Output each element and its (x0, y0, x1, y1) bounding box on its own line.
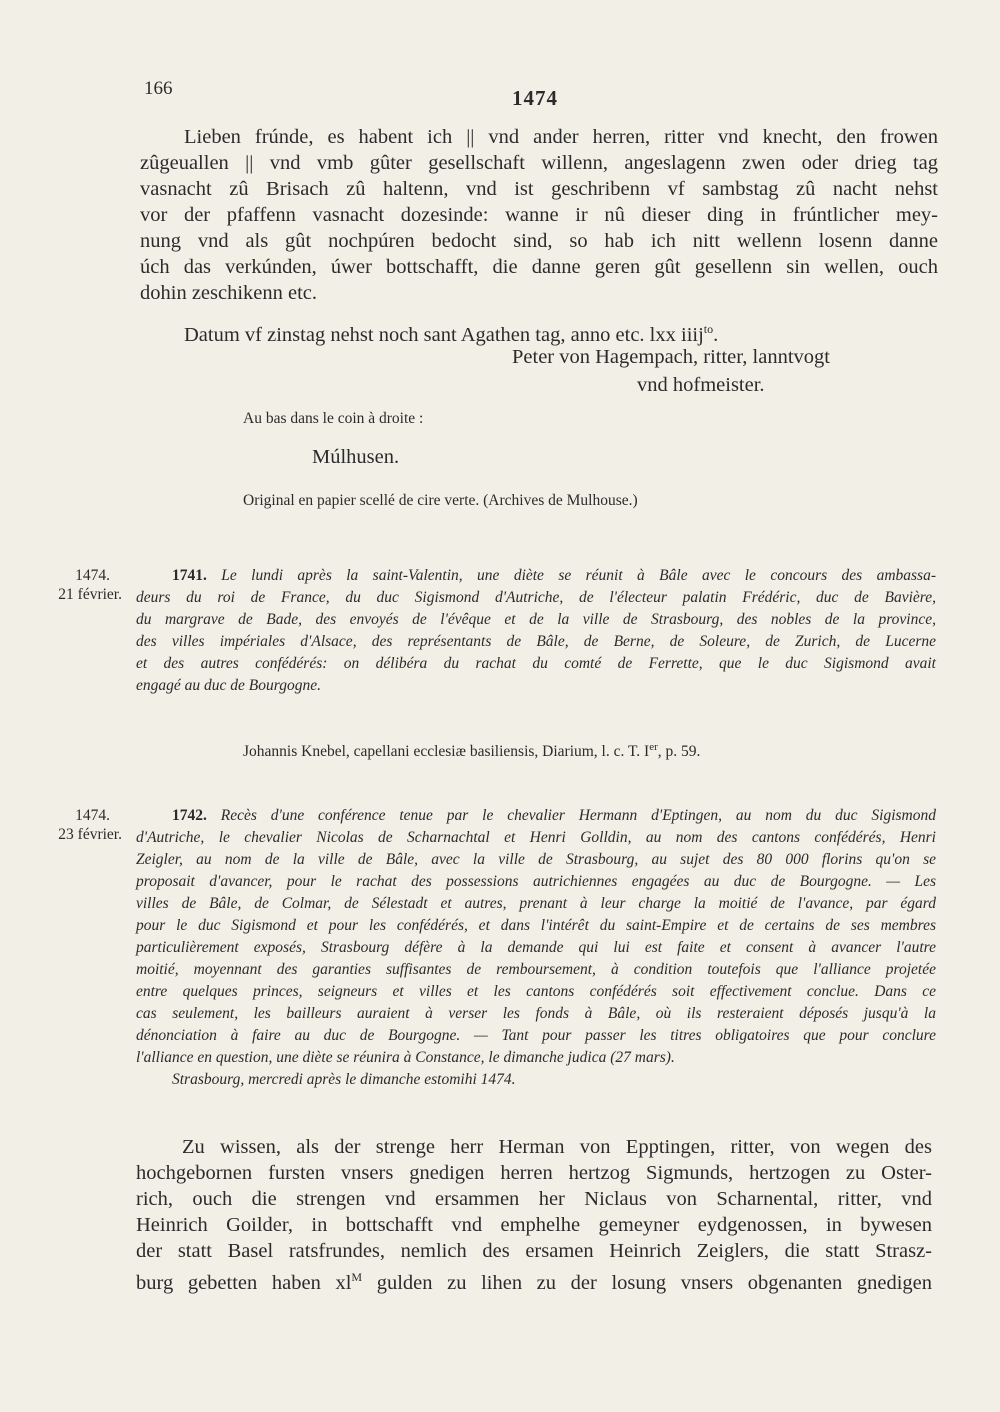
letter-line: vor der pfaffenn vasnacht dozesinde: wanne ir nû dieser ding in frúntlicher mey- (140, 204, 938, 226)
letter-line: zûgeuallen || vnd vmb gûter gesellschaft willenn, angeslagenn zwen oder drieg tag (140, 152, 938, 174)
datum-end: . (713, 323, 719, 346)
text-line: Heinrich Goilder, in bottschafft vnd emphelhe gemeyner eydgenossen, in bywesen (136, 1214, 932, 1236)
summary-line: 1742. Recès d'une conférence tenue par le chevalier Hermann d'Eptingen, au nom du duc Sigismond (172, 807, 937, 824)
text-line: Zu wissen, als der strenge herr Herman von Epptingen, ritter, von wegen des (182, 1136, 932, 1158)
address: Múlhusen. (312, 446, 400, 468)
summary-line: moitié, moyennant des garanties suffisantes de remboursement, à condition toutefois que l'alliance projetée (136, 961, 936, 978)
summary-line: proposait d'avancer, pour le rachat des possessions autrichiennes engagées au duc de Bourgogne. — Les (136, 873, 936, 890)
entry-number: 1741. (172, 567, 207, 584)
source-note: Original en papier scellé de cire verte. (Archives de Mulhouse.) (243, 492, 638, 509)
summary-line: et des autres confédérés: on délibéra du rachat du comté de Ferrette, que le duc Sigismond avait (136, 655, 936, 672)
entry-number: 1742. (172, 807, 207, 824)
letter-line: dohin zeschikenn etc. (140, 282, 318, 304)
margin-date-1742 (0, 806, 122, 844)
margin-day: 21 février. (58, 586, 122, 603)
letter-line: nung vnd als gût nochpúren bedocht sind, so hab ich nitt wellenn losenn danne (140, 230, 938, 252)
summary-line: l'alliance en question, une diète se réunira à Constance, le dimanche judica (27 mars). (136, 1049, 675, 1066)
margin-date-1741 (0, 566, 122, 604)
summary-line: deurs du roi de France, du duc Sigismond d'Autriche, de l'électeur palatin Frédéric, duc de Bavière, (136, 589, 936, 606)
text-line: der statt Basel ratsfrundes, nemlich des ersamen Heinrich Zeiglers, die statt Strasz- (136, 1240, 932, 1262)
text-line: hochgebornen fursten vnsers gnedigen herren hertzog Sigmunds, hertzogen zu Oster- (136, 1162, 932, 1184)
entry-1741-summary (136, 565, 936, 697)
signature-line-2: vnd hofmeister. (637, 374, 765, 396)
corner-note: Au bas dans le coin à droite : (243, 410, 424, 427)
margin-year: 1474. (75, 807, 110, 824)
text-line: burg gebetten haben $xl^M$ gulden zu lihen zu der losung vnsers obgenanten gnedigen (136, 1270, 932, 1294)
letter-line: vasnacht zû Brisach zû haltenn, vnd ist geschribenn vf sambstag zû nacht nehst (140, 178, 938, 200)
margin-year: 1474. (75, 567, 110, 584)
summary-line: du margrave de Bade, des envoyés de l'évêque et de la ville de Strasbourg, des nobles de la province, (136, 611, 936, 628)
signature-line-1: Peter von Hagempach, ritter, lanntvogt (512, 346, 830, 368)
summary-line: cas seulement, les bailleurs auraient à verser les fonds à Bâle, où ils resteraient déposés jusqu'à la (136, 1005, 936, 1022)
summary-line: d'Autriche, le chevalier Nicolas de Scharnachtal et Henri Golldin, au nom des cantons confédérés, Henri (136, 829, 936, 846)
text-line: rich, ouch die strengen vnd ersammen her Niclaus von Scharnental, ritter, vnd (136, 1188, 932, 1210)
citation-1741: Johannis Knebel, capellani ecclesiæ basiliensis, Diarium, l. c. T. Ier, p. 59. (243, 741, 701, 761)
summary-line: pour le duc Sigismond et pour les confédérés, et dans l'intérêt du saint-Empire et de certains de ses membres (136, 917, 936, 934)
datum-text: Datum vf zinstag nehst noch sant Agathen tag, anno etc. lxx iiij (184, 323, 704, 346)
entry-1742-text (136, 1134, 932, 1296)
entry-1742-summary (136, 805, 936, 1091)
summary-line: villes de Bâle, de Colmar, de Sélestadt et autres, prenant à leur charge la moitié de l'avance, par égard (136, 895, 936, 912)
letter-line: Lieben frúnde, es habent ich || vnd ander herren, ritter vnd knecht, den frowen (184, 126, 938, 148)
datum-superscript: to (703, 322, 714, 336)
summary-line: engagé au duc de Bourgogne. (136, 677, 321, 694)
summary-line: dénonciation à faire au duc de Bourgogne. — Tant pour passer les titres obligatoires que pour conclure (136, 1027, 936, 1044)
summary-line: 1741. Le lundi après la saint-Valentin, une diète se réunit à Bâle avec le concours des ambassa- (172, 567, 936, 584)
letter-line: úch das verkúnden, úwer bottschafft, die danne geren gût gesellenn sin wellen, ouch (140, 256, 938, 278)
page-year-heading: 1474 (512, 86, 558, 110)
summary-line: des villes impériales d'Alsace, des représentants de Bâle, de Berne, de Soleure, de Zurich, de Lucerne (136, 633, 936, 650)
summary-line: entre quelques princes, seigneurs et villes et les cantons confédérés soit effectivement conclue. Dans ce (136, 983, 936, 1000)
summary-line: Zeigler, au nom de la ville de Bâle, avec la ville de Strasbourg, au sujet des 80 000 florins qu'on se (136, 851, 936, 868)
letter-body (140, 124, 938, 306)
place-date: Strasbourg, mercredi après le dimanche estomihi 1474. (172, 1071, 516, 1088)
page-number: 166 (144, 78, 173, 99)
summary-line: particulièrement exposés, Strasbourg défère à la demande qui lui est faite et consent à avancer l'autre (136, 939, 936, 956)
margin-day: 23 février. (58, 826, 122, 843)
